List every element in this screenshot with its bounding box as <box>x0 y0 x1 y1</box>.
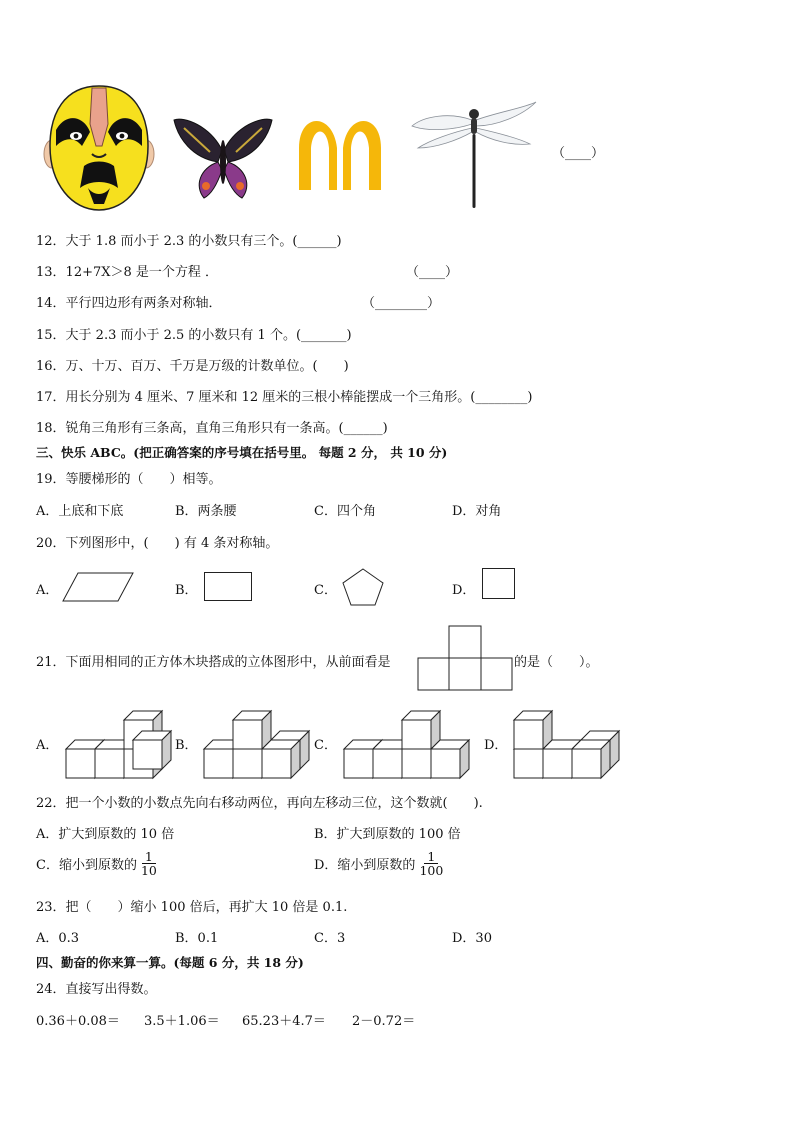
cube-block <box>431 740 469 778</box>
calc-item-1: 0.36＋0.08＝ <box>36 1014 120 1029</box>
calc-item-3: 65.23＋4.7＝ <box>242 1014 326 1029</box>
cube-block <box>262 740 300 778</box>
cube-figure-d <box>510 700 626 780</box>
q19-option-d[interactable]: D．对角 <box>452 504 502 519</box>
question-16: 16．万、十万、百万、千万是万级的计数单位。( ) <box>36 359 349 374</box>
pentagon-icon <box>342 568 384 606</box>
question-21-stem-before: 21．下面用相同的正方体木块搭成的立体图形中，从前面看是 <box>36 655 391 670</box>
fraction-one-tenth: $\frac{1}{10}$ <box>140 849 157 879</box>
cube-figure-a <box>62 700 178 780</box>
front-view-figure <box>417 625 513 691</box>
cube-figure-c <box>340 700 480 780</box>
cube-block <box>133 731 171 769</box>
cube-block <box>572 740 610 778</box>
question-19-stem: 19．等腰梯形的（ ）相等。 <box>36 472 222 487</box>
question-22-stem: 22．把一个小数的小数点先向右移动两位，再向左移动三位，这个数就( ). <box>36 796 483 811</box>
q19-option-c[interactable]: C．四个角 <box>314 504 376 519</box>
q23-option-b[interactable]: B．0.1 <box>175 931 219 946</box>
parallelogram-icon <box>62 572 134 602</box>
q19-option-b[interactable]: B．两条腰 <box>175 504 237 519</box>
q22-option-a[interactable]: A．扩大到原数的 10 倍 <box>36 827 175 842</box>
calc-item-4: 2－0.72＝ <box>352 1014 416 1029</box>
q23-option-c[interactable]: C．3 <box>314 931 346 946</box>
cube-block <box>402 711 440 749</box>
picture-answer-blank[interactable]: （____） <box>552 146 605 161</box>
dragonfly-icon <box>410 98 538 210</box>
q23-option-d[interactable]: D．30 <box>452 931 492 946</box>
mcdonalds-logo-icon <box>297 118 383 192</box>
q20-option-b[interactable]: B． <box>175 583 198 598</box>
square-icon <box>482 568 516 600</box>
question-12: 12．大于 1.8 而小于 2.3 的小数只有三个。(______) <box>36 234 342 249</box>
cube-figure-b <box>200 700 316 780</box>
q22-option-d[interactable]: D．缩小到原数的 $\frac{1}{100}$ <box>314 849 444 879</box>
question-15: 15．大于 2.3 而小于 2.5 的小数只有 1 个。(_______) <box>36 328 352 343</box>
cube-block <box>514 711 552 749</box>
q20-option-d[interactable]: D． <box>452 583 476 598</box>
question-14-blank[interactable]: （________） <box>362 296 441 311</box>
question-13: 13．12+7X＞8 是一个方程 ． <box>36 265 219 280</box>
question-13-blank[interactable]: （____） <box>406 265 459 280</box>
q21-option-b[interactable]: B． <box>175 738 198 753</box>
q21-option-c[interactable]: C． <box>314 738 337 753</box>
question-17: 17．用长分别为 4 厘米、7 厘米和 12 厘米的三根小棒能摆成一个三角形。(________) <box>36 390 533 405</box>
question-14: 14．平行四边形有两条对称轴． <box>36 296 222 311</box>
section-4-title: 四、勤奋的你来算一算。(每题 6 分，共 18 分) <box>36 955 304 970</box>
question-24-stem: 24．直接写出得数。 <box>36 982 157 997</box>
q22-option-c[interactable]: C．缩小到原数的 $\frac{1}{10}$ <box>36 849 157 879</box>
butterfly-icon <box>170 116 276 202</box>
q23-option-a[interactable]: A．0.3 <box>36 931 80 946</box>
question-20-stem: 20．下列图形中，( ) 有 4 条对称轴。 <box>36 536 279 551</box>
fraction-one-hundredth: $\frac{1}{100}$ <box>419 849 444 879</box>
cube-block <box>233 711 271 749</box>
question-23-stem: 23．把（ ）缩小 100 倍后，再扩大 10 倍是 0.1. <box>36 900 348 915</box>
rectangle-icon <box>204 572 252 602</box>
section-3-title: 三、快乐 ABC。(把正确答案的序号填在括号里。 每题 2 分， 共 10 分) <box>36 445 448 460</box>
q20-option-a[interactable]: A． <box>36 583 59 598</box>
q22-option-b[interactable]: B．扩大到原数的 100 倍 <box>314 827 461 842</box>
q21-option-a[interactable]: A． <box>36 738 59 753</box>
calc-item-2: 3.5＋1.06＝ <box>144 1014 220 1029</box>
q21-option-d[interactable]: D． <box>484 738 508 753</box>
opera-mask-icon <box>44 84 154 212</box>
question-21-stem-after: 的是（ ）。 <box>514 655 599 670</box>
question-18: 18．锐角三角形有三条高，直角三角形只有一条高。(______) <box>36 421 388 436</box>
q20-option-c[interactable]: C． <box>314 583 337 598</box>
q19-option-a[interactable]: A．上底和下底 <box>36 504 124 519</box>
